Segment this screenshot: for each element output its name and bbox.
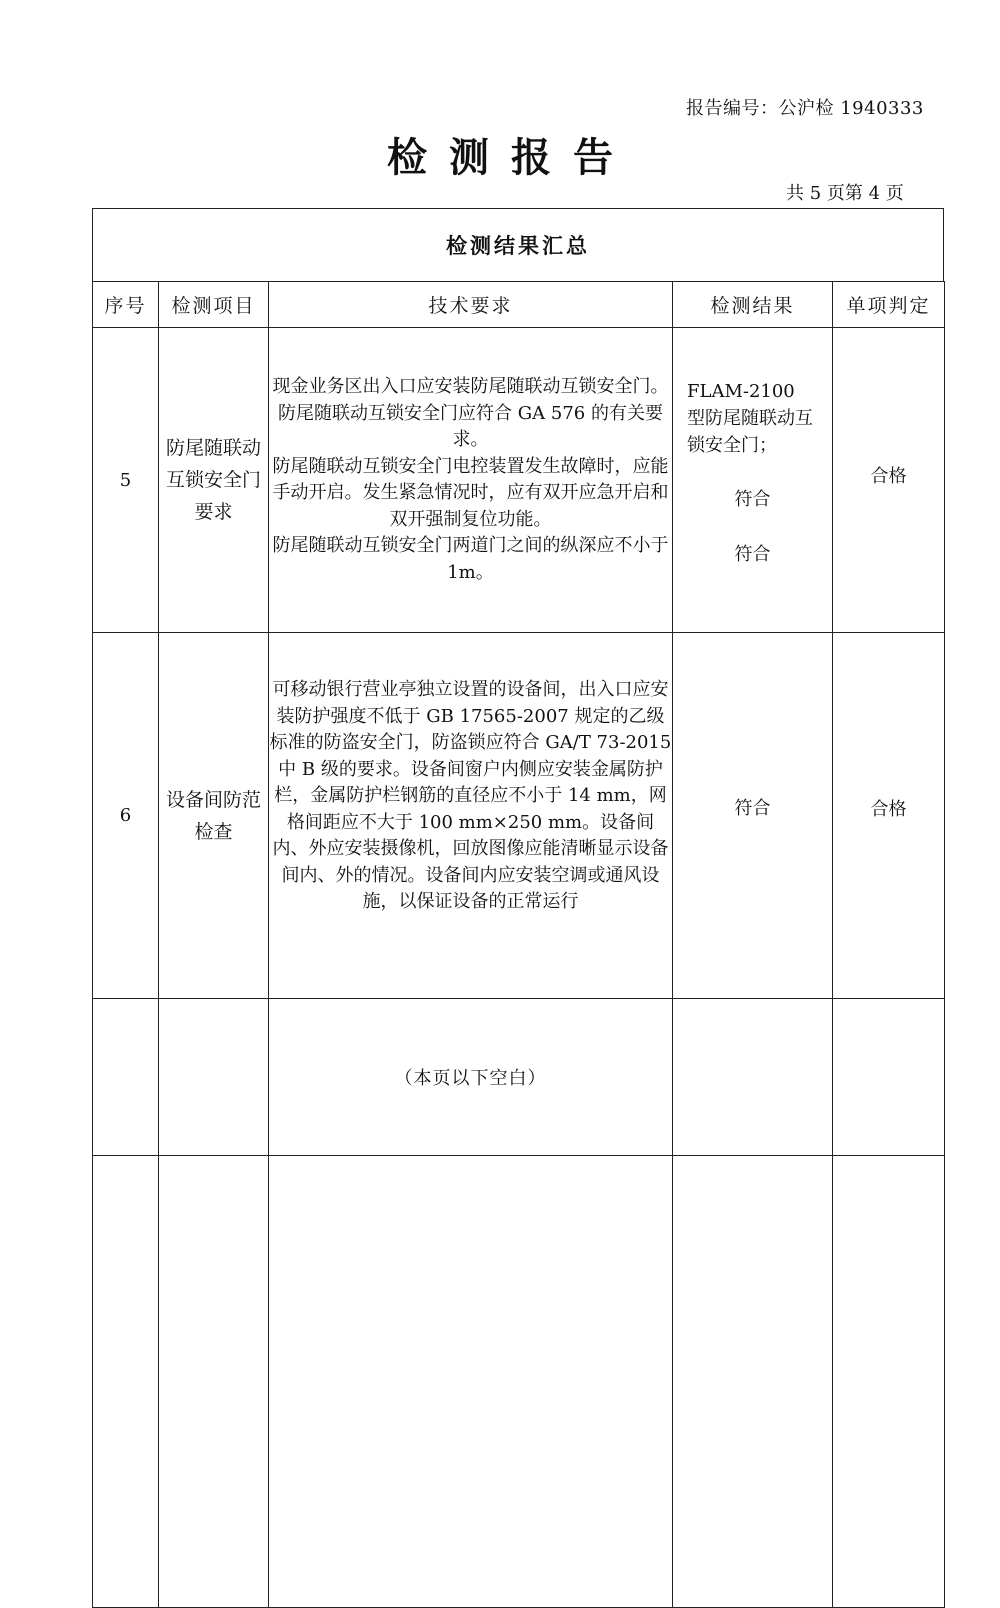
judgement: 合格 [833, 328, 945, 633]
blank-cell [833, 1156, 945, 1608]
column-header-no: 序号 [93, 282, 159, 328]
column-header-requirement: 技术要求 [269, 282, 673, 328]
result-value: 符合 [734, 489, 771, 510]
test-item: 防尾随联动互锁安全门要求 [159, 328, 269, 633]
blank-row [93, 1156, 945, 1608]
blank-row [93, 999, 945, 1156]
results-table [92, 281, 945, 1608]
results-summary-sheet [92, 208, 944, 1608]
requirement-paragraph: 防尾随联动互锁安全门两道门之间的纵深应不小于 1m。 [272, 535, 669, 583]
test-result [673, 633, 833, 999]
page-indicator: 共 5 页第 4 页 [786, 183, 904, 204]
requirement-text [269, 633, 673, 999]
result-value: 符合 [734, 798, 771, 819]
requirement-paragraph: 防尾随联动互锁安全门电控装置发生故障时，应能手动开启。发生紧急情况时，应有双开应急开启和双开强制复位功能。 [272, 455, 669, 530]
blank-cell [159, 999, 269, 1156]
blank-cell [93, 999, 159, 1156]
row-number: 5 [93, 328, 159, 633]
column-header-judgement: 单项判定 [833, 282, 945, 328]
column-header-result: 检测结果 [673, 282, 833, 328]
report-number: 报告编号：公沪检 1940333 [686, 98, 924, 119]
result-value: 符合 [734, 544, 771, 565]
result-model: FLAM-2100 型防尾随联动互锁安全门； [687, 381, 813, 456]
test-result [673, 328, 833, 633]
judgement: 合格 [833, 633, 945, 999]
blank-cell [159, 1156, 269, 1608]
table-title: 检测结果汇总 [92, 208, 944, 281]
blank-page-note: （本页以下空白） [269, 999, 673, 1156]
table-header-row [93, 282, 945, 328]
column-header-item: 检测项目 [159, 282, 269, 328]
requirement-paragraph: 可移动银行营业亭独立设置的设备间，出入口应安装防护强度不低于 GB 17565-2007 规定的乙级标准的防盗安全门，防盗锁应符合 GA/T 73-2015 中 B 级的要求。设备间窗户内侧应安装金属防护栏，金属防护栏钢筋的直径应不小于 14 mm，网格间距应不大于 100 mm×250 mm。设备间内、外应安装摄像机，回放图像应能清晰显示设备间内、外的情况。设备间内应安装空调或通风设施，以保证设备的正常运行 [269, 679, 672, 912]
blank-cell [673, 999, 833, 1156]
requirement-paragraph: 现金业务区出入口应安装防尾随联动互锁安全门。防尾随联动互锁安全门应符合 GA 576 的有关要求。 [272, 376, 669, 450]
blank-cell [93, 1156, 159, 1608]
blank-cell [833, 999, 945, 1156]
table-row [93, 633, 945, 999]
test-item: 设备间防范检查 [159, 633, 269, 999]
blank-cell [269, 1156, 673, 1608]
row-number: 6 [93, 633, 159, 999]
requirement-text [269, 328, 673, 633]
table-row [93, 328, 945, 633]
document-title: 检测报告 [387, 134, 635, 181]
blank-cell [673, 1156, 833, 1608]
